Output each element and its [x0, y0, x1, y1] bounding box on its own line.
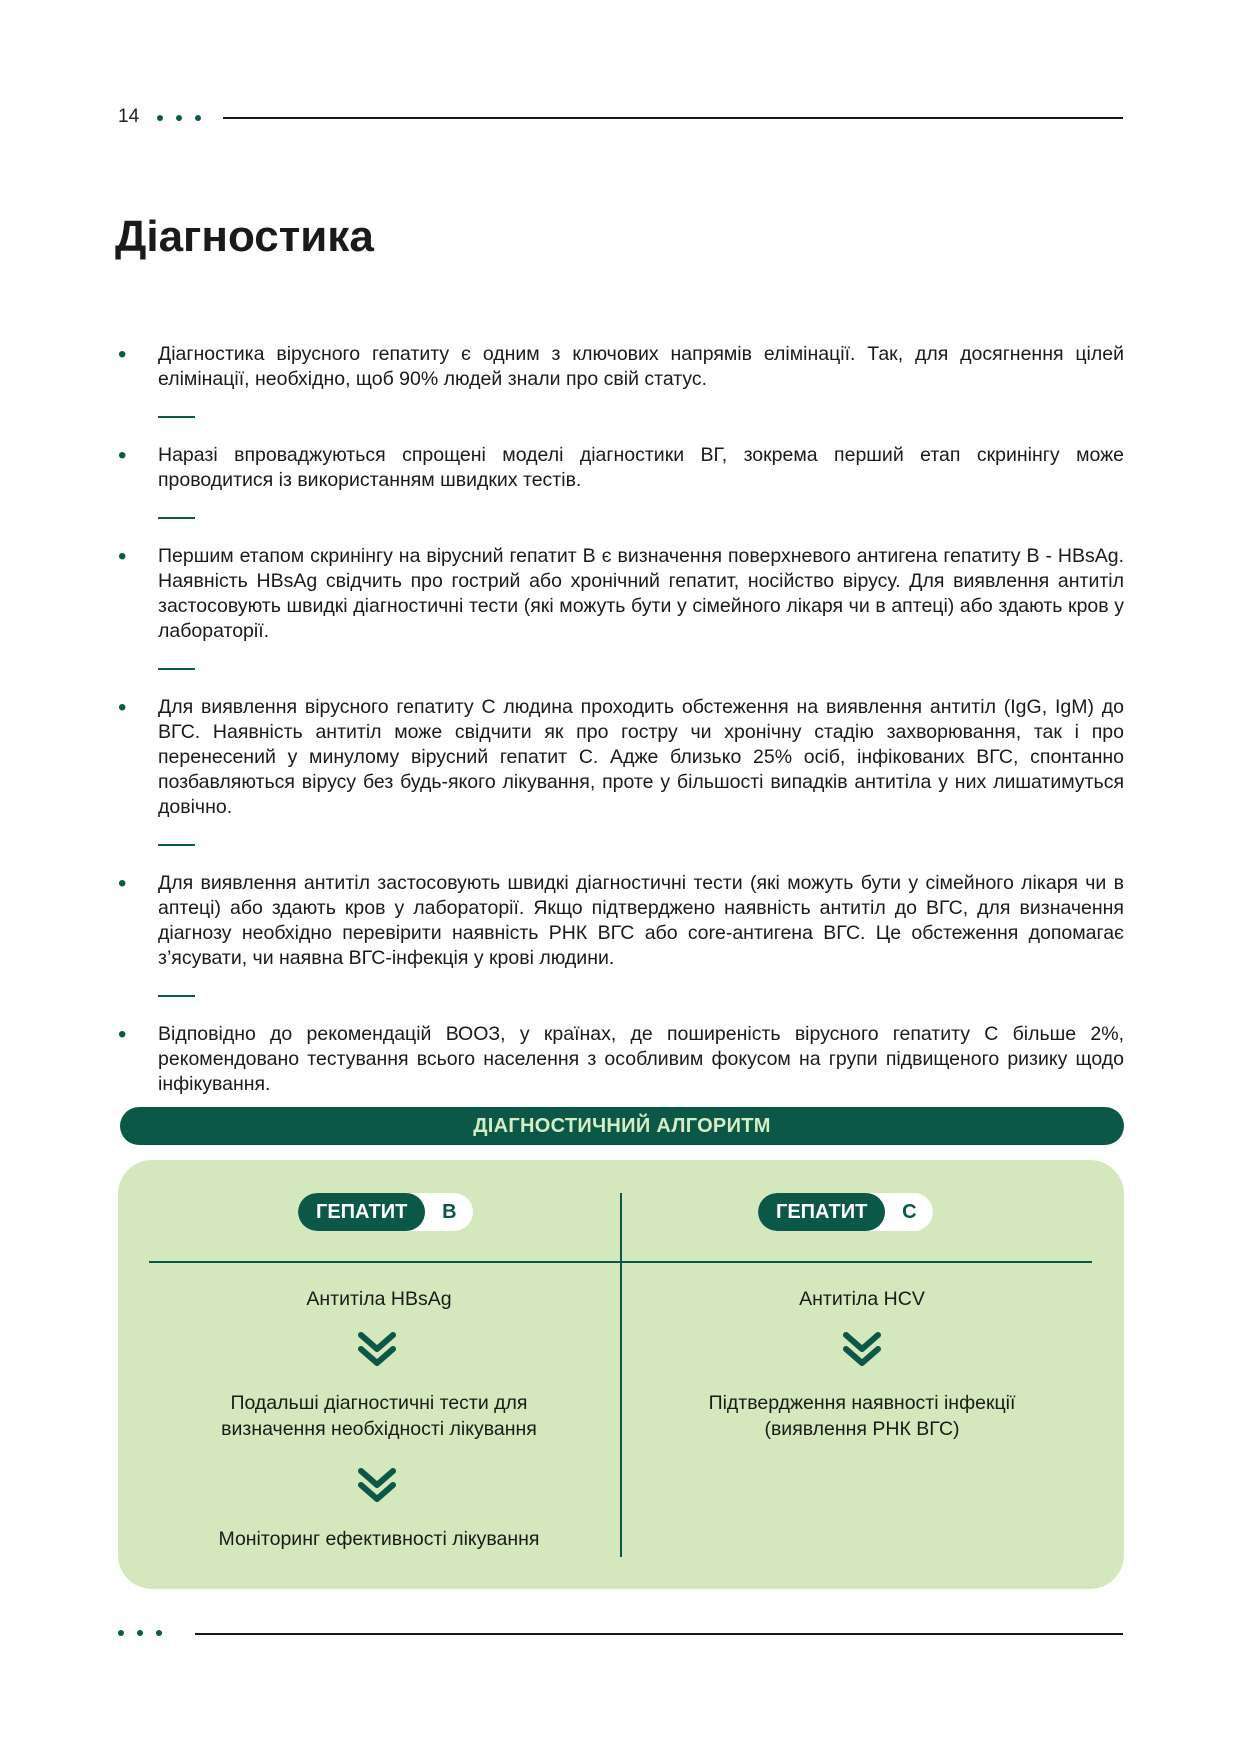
list-item — [118, 544, 1124, 644]
footer-dots — [118, 1630, 162, 1636]
dot — [157, 115, 163, 121]
hep-b-step-2 — [149, 1390, 609, 1442]
hep-c-step-2-line-2: (виявлення РНК ВГС) — [764, 1418, 960, 1440]
pill-letter: В — [442, 1200, 457, 1223]
chevron-down-icon — [357, 1467, 397, 1505]
list-item — [118, 1022, 1124, 1097]
dot — [137, 1630, 143, 1636]
bullet-marker: • — [118, 442, 127, 469]
bullet-marker: • — [118, 341, 127, 368]
bullet-list — [118, 342, 1124, 1097]
list-item-text: Для виявлення вірусного гепатиту С людина проходить обстеження на виявлення антитіл (IgG, IgM) до ВГС. Наявність антитіл може свідчити як про гостру чи хронічну стадію захворювання, так і про перенесений у минулому вірусний гепатит С. Адже близько 25% осіб, інфікованих ВГС, спонтанно позбавляються вірусу без будь-якого лікування, проте у більшості випадків антитіла у них лишатимуться довічно. — [158, 696, 1124, 818]
hep-b-step-2-line-1: Подальші діагностичні тести для — [230, 1392, 528, 1414]
separator — [158, 517, 195, 519]
hep-b-step-2-line-2: визначення необхідності лікування — [221, 1418, 537, 1440]
separator — [158, 995, 195, 997]
separator — [158, 844, 195, 846]
list-item — [118, 342, 1124, 392]
hep-b-step-3: Моніторинг ефективності лікування — [218, 1528, 540, 1550]
chevron-down-icon — [842, 1331, 882, 1369]
chevron-down-icon — [357, 1331, 397, 1369]
hep-c-step-2-line-1: Підтвердження наявності інфекції — [708, 1392, 1016, 1414]
dot — [195, 115, 201, 121]
list-item-text: Діагностика вірусного гепатиту є одним з ключових напрямів елімінації. Так, для досягнення цілей елімінації, необхідно, щоб 90% людей знали про свій статус. — [158, 343, 1124, 390]
dot — [156, 1630, 162, 1636]
hepatitis-c-pill — [758, 1193, 933, 1231]
list-item-text: Першим етапом скринінгу на вірусний гепатит В є визначення поверхневого антигена гепатиту В - HBsAg. Наявність HBsAg свідчить про гострий або хронічний гепатит, носійство вірусу. Для виявлення антитіл застосовують швидкі діагностичні тести (які можуть бути у сімейного лікаря чи в аптеці) або здають кров у лабораторії. — [158, 545, 1124, 642]
bullet-marker: • — [118, 543, 127, 570]
pill-letter: С — [902, 1200, 917, 1223]
list-item-text: Відповідно до рекомендацій ВООЗ, у країнах, де поширеність вірусного гепатиту С більше 2%, рекомендовано тестування всього населення з особливим фокусом на групи підвищеного ризику щодо інфікування. — [158, 1023, 1124, 1095]
bullet-marker: • — [118, 1021, 127, 1048]
algorithm-banner: ДІАГНОСТИЧНИЙ АЛГОРИТМ — [120, 1107, 1124, 1145]
header-rule — [223, 117, 1123, 119]
list-item — [118, 695, 1124, 820]
header-divider — [149, 1261, 1092, 1263]
pill-label: ГЕПАТИТ — [758, 1193, 885, 1231]
dot — [118, 1630, 124, 1636]
pill-label: ГЕПАТИТ — [298, 1193, 425, 1231]
list-item — [118, 443, 1124, 493]
dot — [176, 115, 182, 121]
bullet-marker: • — [118, 694, 127, 721]
separator — [158, 416, 195, 418]
hep-c-step-2 — [632, 1390, 1092, 1442]
hep-b-step-1: Антитіла HBsAg — [306, 1288, 452, 1310]
list-item-text: Для виявлення антитіл застосовують швидкі діагностичні тести (які можуть бути у сімейного лікаря чи в аптеці) або здають кров у лабораторії. Якщо підтверджено наявність антитіл до ВГС, для визначення діагнозу необхідно перевірити наявність РНК ВГС або core-антигена ВГС. Це обстеження допомагає з’ясувати, чи наявна ВГС-інфекція у крові людини. — [158, 872, 1124, 969]
list-item-text: Наразі впроваджуються спрощені моделі діагностики ВГ, зокрема перший етап скринінгу може проводитися із використанням швидких тестів. — [158, 444, 1124, 491]
separator — [158, 668, 195, 670]
header-dots — [157, 115, 201, 121]
hepatitis-b-pill — [298, 1193, 473, 1231]
page-number: 14 — [118, 106, 140, 127]
list-item — [118, 871, 1124, 971]
bullet-marker: • — [118, 870, 127, 897]
column-divider — [620, 1193, 622, 1557]
footer-rule — [195, 1633, 1123, 1635]
hep-c-step-1: Антитіла HCV — [799, 1288, 925, 1310]
page-title: Діагностика — [115, 212, 374, 261]
